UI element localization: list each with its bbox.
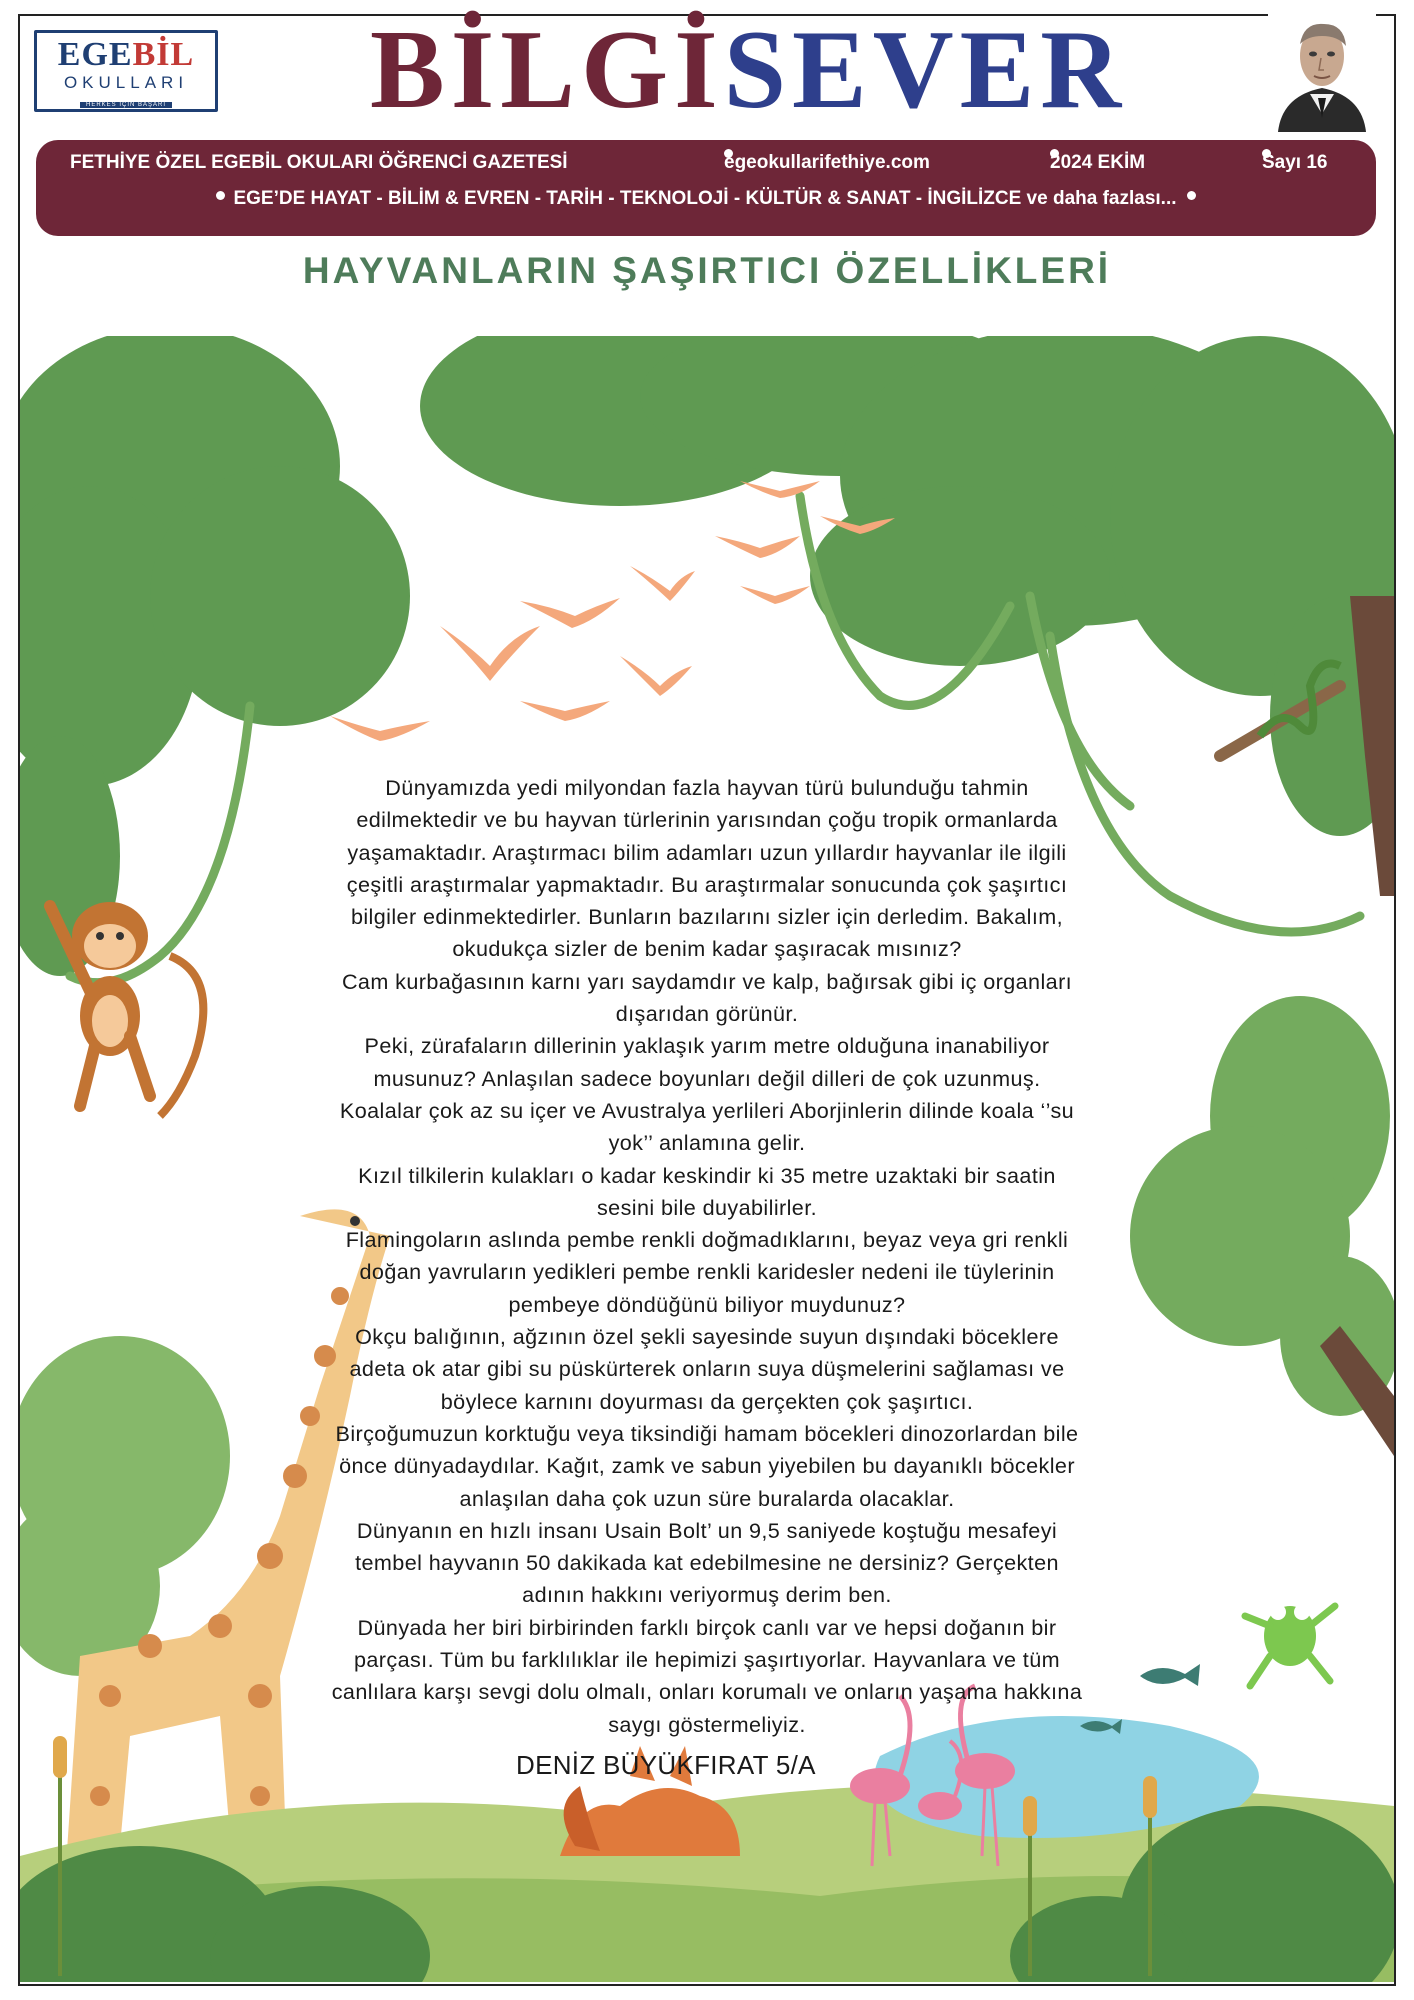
logo-tagline: HERKES İÇİN BAŞARI [80,102,172,108]
article-author: DENİZ BÜYÜKFIRAT 5/A [516,1750,816,1780]
frog-icon [1245,1604,1335,1686]
article-line: yok’’ anlamına gelir. [608,1130,806,1156]
bullet-icon [1187,191,1196,200]
bush-icon [20,1336,230,1676]
article-headline: HAYVANLARIN ŞAŞIRTICI ÖZELLİKLERİ [302,250,1112,291]
article-line: adının hakkını veriyormuş derim ben. [522,1582,892,1608]
article-line: dışarıdan görünür. [615,1001,799,1027]
article-line: parçası. Tüm bu farklılıklar ile hepimizi şaşırtıyorlar. Hayvanlara ve tüm [353,1647,1061,1673]
article-line: okudukça sizler de benim kadar şaşıracak mısınız? [452,936,962,962]
bullet-icon [216,191,225,200]
ataturk-portrait-icon [1268,14,1376,132]
issue-date-text: 2024 EKİM [1050,152,1146,173]
tree-icon [420,336,1394,836]
logo-text-ege: EGE [57,36,133,73]
article-line: tembel hayvanın 50 dakikada kat edebilmesine ne dersiniz? Gerçekten [355,1550,1059,1576]
title-part-bilgi: BİLGİ [370,8,724,132]
article-line: adeta ok atar gibi su püskürterek onların suya düşmelerini sağlaması ve [349,1356,1065,1382]
article-line: Okçu balığının, ağzının özel şekli sayesinde suyun dışındaki böceklere [355,1324,1059,1350]
article-line: önce dünyadaydılar. Kağıt, zamk ve sabun yiyebilen bu dayanıklı böcekler [339,1453,1075,1479]
article-line: Cam kurbağasının karnı yarı saydamdır ve kalp, bağırsak gibi iç organları [341,968,1073,994]
publication-name: FETHİYE ÖZEL EGEBİL OKULARI ÖĞRENCİ GAZETESİ [70,152,568,173]
article-line: doğan yavruların yedikleri pembe renkli karidesler nedeni ile tüylerinin [359,1259,1055,1285]
article-line: çeşitli araştırmalar yapmaktadır. Bu araştırmalar sonucunda çok şaşırtıcı [346,871,1068,897]
article-line: canlılara karşı sevgi dolu olmalı, onları korumalı ve onların yaşama hakkına [331,1679,1083,1705]
article-line: Peki, zürafaların dillerinin yaklaşık yarım metre olduğuna inanabiliyor [364,1033,1050,1059]
article-line: musunuz? Anlaşılan sadece boyunları değil dilleri de çok uzunmuş. [373,1065,1041,1091]
article-line: Kızıl tilkilerin kulakları o kadar keskindir ki 35 metre uzaktaki bir saatin [358,1162,1056,1188]
info-banner [36,140,1376,236]
article-line: sesini bile duyabilirler. [596,1194,818,1220]
sections-text: EGE’DE HAYAT - BİLİM & EVREN - TARİH - TEKNOLOJİ - KÜLTÜR & SANAT - İNGİLİZCE ve daha fazlası... [233,188,1177,209]
article-line: böylece karnını doyurması da gerçekten çok şaşırtıcı. [440,1388,974,1414]
issue-number-text: Sayı 16 [1262,152,1328,173]
article-line: Flamingoların aslında pembe renkli doğmadıklarını, beyaz veya gri renkli [345,1227,1069,1253]
article-line: yaşamaktadır. Araştırmacı bilim adamları uzun yıllardır hayvanlar ile ilgili [347,839,1067,865]
newspaper-title [370,10,1127,130]
article-line: Dünyanın en hızlı insanı Usain Bolt’ un 9,5 saniyede koştuğu mesafeyi [356,1517,1058,1543]
logo-text-okullari: OKULLARI [63,73,189,92]
article-line: bilgiler edinmektedirler. Bunların bazılarını sizler için derledim. Bakalım, [350,904,1064,930]
article-line: edilmektedir ve bu hayvan türlerinin yarısından çoğu tropik ormanlarda [356,807,1058,833]
article-line: pembeye döndüğünü biliyor muydunuz? [508,1291,906,1317]
article-line: Birçoğumuzun korktuğu veya tiksindiği hamam böcekleri dinozorlardan bile [335,1420,1079,1446]
website-text: egeokullarifethiye.com [724,152,930,173]
article-line: Dünyada her biri birbirinden farklı birçok canlı var ve hepsi doğanın bir [357,1614,1057,1640]
article-body [200,772,1214,1741]
school-logo [34,30,218,112]
article-line: saygı göstermeliyiz. [608,1711,806,1737]
article-line: Koalalar çok az su içer ve Avustralya yerlileri Aborjinlerin dilinde koala ‘’su [339,1097,1075,1123]
article-line: Dünyamızda yedi milyondan fazla hayvan türü bulunduğu tahmin [385,775,1029,800]
bird-icon [330,481,895,741]
logo-text-bil: BİL [132,36,195,73]
title-part-sever: SEVER [723,8,1128,132]
sections-line [36,188,1376,210]
article-line: anlaşılan daha çok uzun süre buralarda olacaklar. [459,1485,955,1511]
